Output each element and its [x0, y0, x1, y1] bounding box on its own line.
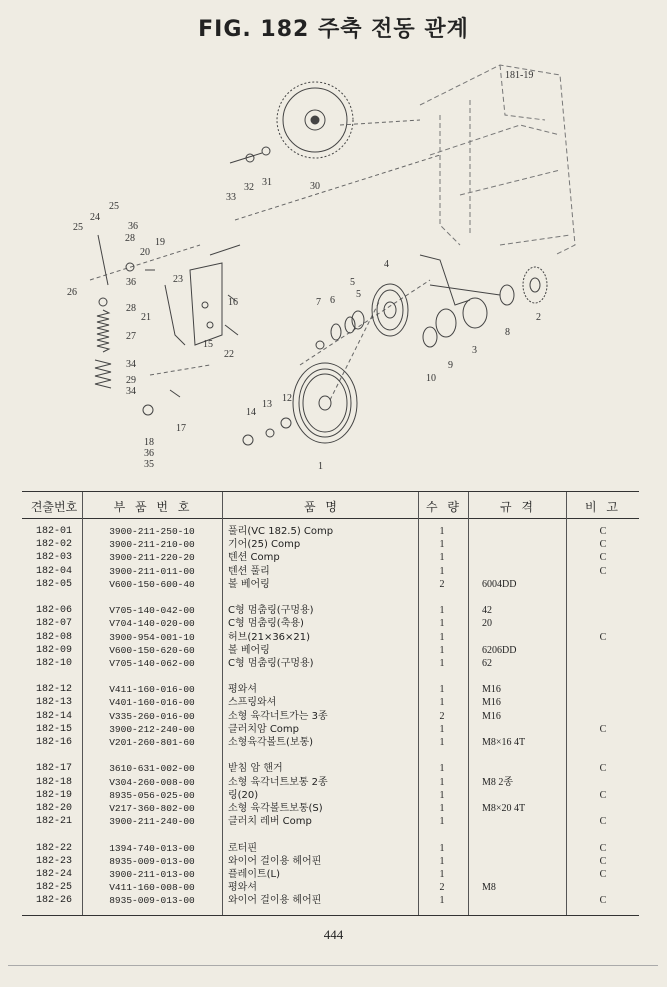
table-row — [22, 802, 639, 815]
qty-cell: 1 — [439, 789, 445, 801]
svg-text:19: 19 — [155, 237, 165, 248]
ring-10 — [423, 327, 437, 347]
svg-text:31: 31 — [262, 177, 272, 188]
svg-text:35: 35 — [144, 459, 154, 470]
table-row — [22, 604, 639, 617]
svg-text:36: 36 — [144, 448, 154, 459]
svg-text:14: 14 — [246, 407, 256, 418]
svg-text:4: 4 — [384, 259, 389, 270]
part-no-cell: 3900-211-011-00 — [109, 565, 195, 577]
item-no-cell: 182-25 — [35, 882, 72, 894]
nut-18 — [143, 405, 153, 415]
part-name-cell: 스프링와셔 — [228, 697, 277, 709]
washer-31 — [262, 147, 270, 155]
part-name-cell: 받침 암 핸거 — [228, 763, 283, 775]
qty-cell: 1 — [439, 618, 445, 630]
qty-cell: 2 — [439, 578, 445, 590]
item-no-cell: 182-24 — [35, 868, 72, 880]
part-no-cell: V217-360-802-00 — [109, 802, 195, 814]
svg-text:32: 32 — [244, 182, 254, 193]
remark-cell: C — [599, 855, 607, 867]
svg-text:5: 5 — [356, 289, 361, 300]
spec-cell: M16 — [482, 684, 501, 696]
part-name-cell: 플레이트(L) — [228, 868, 281, 880]
part-no-cell: V201-260-801-60 — [109, 737, 195, 748]
qty-cell: 1 — [439, 697, 445, 709]
qty-cell: 2 — [439, 882, 445, 894]
svg-text:33: 33 — [226, 192, 236, 203]
item-no-cell: 182-09 — [35, 644, 72, 656]
part-no-cell: 3900-211-220-20 — [109, 552, 195, 564]
svg-text:3: 3 — [472, 345, 477, 356]
remark-cell: C — [599, 868, 607, 880]
part-no-cell: V335-260-016-00 — [109, 710, 195, 722]
gear-2 — [523, 267, 547, 303]
item-no-cell: 182-08 — [35, 631, 72, 643]
qty-cell: 1 — [439, 868, 445, 880]
svg-text:30: 30 — [310, 181, 320, 192]
nut-14 — [243, 435, 253, 445]
remark-cell: C — [599, 539, 607, 551]
item-no-cell: 182-10 — [35, 657, 72, 669]
part-no-cell: 1394-740-013-00 — [109, 842, 195, 854]
table-row — [22, 894, 639, 907]
svg-text:25: 25 — [73, 222, 83, 233]
header-spec: 규 격 — [500, 500, 536, 514]
svg-text:6: 6 — [330, 295, 335, 306]
clutch-arm-15 — [190, 245, 240, 345]
part-name-cell: 소형 육각볼트보통(S) — [228, 802, 323, 814]
part-name-cell: 기어(25) Comp — [228, 539, 301, 551]
svg-text:10: 10 — [426, 373, 436, 384]
remark-cell: C — [599, 552, 607, 564]
svg-text:8: 8 — [505, 327, 510, 338]
item-no-cell: 182-16 — [35, 737, 72, 748]
qty-cell: 1 — [439, 802, 445, 814]
qty-cell: 1 — [439, 855, 445, 867]
washer-13 — [266, 429, 274, 437]
table-row — [22, 617, 639, 630]
header-qty: 수 량 — [426, 500, 462, 514]
table-row — [22, 565, 639, 578]
header-item-no: 견출번호 — [30, 500, 78, 514]
table-row — [22, 723, 639, 736]
spec-cell: 6004DD — [482, 578, 517, 590]
svg-text:25: 25 — [109, 201, 119, 212]
part-no-cell: 8935-009-013-00 — [109, 895, 195, 907]
svg-text:5: 5 — [350, 277, 355, 288]
item-no-cell: 182-04 — [35, 565, 72, 577]
spec-cell: 6206DD — [482, 644, 517, 656]
part-no-cell: 8935-009-013-00 — [109, 855, 195, 867]
svg-text:17: 17 — [176, 423, 186, 434]
table-row — [22, 842, 639, 855]
item-no-cell: 182-03 — [35, 552, 72, 564]
qty-cell: 1 — [439, 526, 445, 537]
part-name-cell: 와이어 걸이용 헤어핀 — [228, 855, 322, 867]
svg-text:24: 24 — [90, 212, 100, 223]
remark-cell: C — [599, 816, 607, 828]
qty-cell: 1 — [439, 895, 445, 907]
hub-8 — [500, 285, 514, 305]
part-no-cell: 3900-211-210-00 — [109, 539, 195, 551]
table-row — [22, 525, 639, 538]
part-name-cell: 텐션 Comp — [228, 552, 280, 564]
svg-text:34: 34 — [126, 386, 136, 397]
svg-text:15: 15 — [203, 339, 213, 350]
table-spacer-row — [22, 670, 639, 683]
table-row — [22, 815, 639, 828]
page-number: 444 — [323, 927, 344, 942]
page-title: FIG. 182 주축 전동 관계 — [198, 17, 469, 42]
part-name-cell: 볼 베어링 — [228, 578, 270, 590]
item-no-cell: 182-26 — [35, 895, 72, 907]
remark-cell: C — [599, 631, 607, 643]
spec-cell: 62 — [482, 657, 492, 669]
part-no-cell: 3900-954-001-10 — [109, 631, 195, 643]
item-no-cell: 182-14 — [35, 710, 72, 722]
qty-cell: 1 — [439, 737, 445, 748]
header-name: 품 명 — [304, 500, 340, 514]
qty-cell: 1 — [439, 644, 445, 656]
svg-text:9: 9 — [448, 360, 453, 371]
svg-text:1: 1 — [318, 461, 323, 472]
svg-text:13: 13 — [262, 399, 272, 410]
svg-text:12: 12 — [282, 393, 292, 404]
part-name-cell: 소형 육각너트보통 2종 — [228, 776, 328, 788]
part-name-cell: C형 멈춤링(구멍용) — [228, 657, 314, 669]
part-no-cell: V304-260-008-00 — [109, 776, 195, 788]
svg-text:16: 16 — [228, 297, 238, 308]
part-no-cell: 3610-631-002-00 — [109, 763, 195, 775]
spring-29 — [95, 360, 111, 388]
part-name-cell: 링(20) — [228, 789, 259, 801]
table-row — [22, 855, 639, 868]
spec-cell: 42 — [482, 605, 492, 617]
svg-text:28: 28 — [126, 303, 136, 314]
spec-cell: M8 2종 — [482, 776, 514, 788]
part-name-cell: 소형 육각너트가는 3종 — [228, 710, 328, 722]
qty-cell: 1 — [439, 565, 445, 577]
pin-22 — [225, 325, 238, 335]
qty-cell: 1 — [439, 842, 445, 854]
spec-cell: M16 — [482, 697, 501, 709]
table-spacer-row — [22, 828, 639, 841]
part-17 — [170, 390, 180, 397]
svg-text:2: 2 — [536, 312, 541, 323]
qty-cell: 1 — [439, 763, 445, 775]
part-no-cell: V600-150-600-40 — [109, 578, 195, 590]
svg-text:20: 20 — [140, 247, 150, 258]
part-name-cell: C형 멈춤링(구멍용) — [228, 605, 314, 617]
ring-6 — [331, 324, 341, 340]
part-no-cell: V411-160-016-00 — [109, 684, 195, 696]
table-row — [22, 868, 639, 881]
pulley-1 — [293, 363, 357, 443]
remark-cell: C — [599, 526, 607, 537]
table-row — [22, 631, 639, 644]
qty-cell: 1 — [439, 552, 445, 564]
part-no-cell: V705-140-062-00 — [109, 657, 195, 669]
part-name-cell: 소형육각볼트(보통) — [228, 737, 314, 748]
svg-text:36: 36 — [128, 221, 138, 232]
part-no-cell: V705-140-042-00 — [109, 605, 195, 617]
parts-table — [22, 491, 639, 916]
table-row — [22, 789, 639, 802]
table-row — [22, 578, 639, 591]
qty-cell: 1 — [439, 657, 445, 669]
washer-12 — [281, 418, 291, 428]
part-no-cell: 8935-056-025-00 — [109, 789, 195, 801]
part-no-cell: 3900-211-250-10 — [109, 526, 195, 537]
table-row — [22, 538, 639, 551]
part-no-cell: V600-150-620-60 — [109, 644, 195, 656]
item-no-cell: 182-19 — [35, 789, 72, 801]
lever-21 — [165, 285, 185, 345]
item-no-cell: 182-21 — [35, 816, 72, 828]
remark-cell: C — [599, 565, 607, 577]
item-no-cell: 182-20 — [35, 802, 72, 814]
item-no-cell: 182-12 — [35, 684, 72, 696]
item-no-cell: 182-17 — [35, 763, 72, 775]
svg-text:28: 28 — [125, 233, 135, 244]
table-row — [22, 696, 639, 709]
part-name-cell: 볼 베어링 — [228, 644, 270, 656]
table-spacer-row — [22, 591, 639, 604]
remark-cell: C — [599, 763, 607, 775]
exploded-parts-diagram — [0, 45, 667, 485]
remark-cell: C — [599, 789, 607, 801]
qty-cell: 1 — [439, 776, 445, 788]
machine-frame-outline — [420, 65, 575, 255]
table-row — [22, 776, 639, 789]
qty-cell: 2 — [439, 710, 445, 722]
tension-assembly-3 — [420, 255, 500, 328]
item-no-cell: 182-01 — [35, 526, 72, 537]
part-name-cell: 풀리(VC 182.5) Comp — [228, 526, 334, 537]
bottom-rule — [8, 965, 658, 966]
bearing-9 — [436, 309, 456, 337]
parts-table-body — [22, 525, 639, 907]
svg-text:27: 27 — [126, 331, 136, 342]
part-name-cell: 평와셔 — [228, 684, 257, 696]
table-row — [22, 644, 639, 657]
item-no-cell: 182-06 — [35, 605, 72, 617]
remark-cell: C — [599, 723, 607, 735]
part-name-cell: 로터핀 — [228, 842, 257, 854]
part-name-cell: C형 멈춤링(축용) — [228, 618, 304, 630]
part-no-cell: V704-140-020-00 — [109, 618, 195, 630]
spec-cell: M8×16 4T — [482, 737, 526, 748]
spec-cell: M16 — [482, 710, 501, 722]
header-remark: 비 고 — [585, 500, 621, 514]
gear-30 — [277, 82, 353, 158]
qty-cell: 1 — [439, 723, 445, 735]
table-row — [22, 710, 639, 723]
item-no-cell: 182-05 — [35, 578, 72, 590]
table-row — [22, 683, 639, 696]
header-part-no: 부 품 번 호 — [113, 500, 193, 514]
part-name-cell: 허브(21×36×21) — [228, 631, 311, 643]
remark-cell: C — [599, 842, 607, 854]
part-no-cell: V411-160-008-00 — [109, 882, 195, 894]
svg-text:29: 29 — [126, 375, 136, 386]
table-row — [22, 736, 639, 749]
item-no-cell: 182-18 — [35, 776, 72, 788]
pulley-4 — [372, 284, 408, 336]
qty-cell: 1 — [439, 605, 445, 617]
qty-cell: 1 — [439, 684, 445, 696]
part-name-cell: 텐션 풀리 — [228, 565, 270, 577]
spec-cell: M8 — [482, 882, 496, 894]
ring-7 — [316, 341, 324, 349]
part-no-cell: 3900-211-013-00 — [109, 868, 195, 880]
part-name-cell: 평와셔 — [228, 882, 257, 894]
table-row — [22, 657, 639, 670]
svg-text:22: 22 — [224, 349, 234, 360]
svg-text:7: 7 — [316, 297, 321, 308]
spec-cell: 20 — [482, 618, 492, 630]
svg-text:36: 36 — [126, 277, 136, 288]
svg-text:23: 23 — [173, 274, 183, 285]
item-no-cell: 182-23 — [35, 855, 72, 867]
part-name-cell: 와이어 걸이용 헤어핀 — [228, 895, 322, 907]
qty-cell: 1 — [439, 816, 445, 828]
qty-cell: 1 — [439, 539, 445, 551]
part-name-cell: 클러치암 Comp — [228, 723, 300, 735]
qty-cell: 1 — [439, 631, 445, 643]
svg-text:21: 21 — [141, 312, 151, 323]
washer-28b — [99, 298, 107, 306]
spec-cell: M8×20 4T — [482, 802, 526, 814]
part-no-cell: V401-160-016-00 — [109, 697, 195, 709]
part-name-cell: 클러치 레버 Comp — [228, 816, 312, 828]
svg-text:181-19: 181-19 — [505, 70, 534, 81]
part-no-cell: 3900-212-240-00 — [109, 723, 195, 735]
table-row — [22, 762, 639, 775]
table-row — [22, 551, 639, 564]
svg-text:26: 26 — [67, 287, 77, 298]
svg-text:18: 18 — [144, 437, 154, 448]
svg-text:34: 34 — [126, 359, 136, 370]
item-no-cell: 182-13 — [35, 697, 72, 709]
table-row — [22, 881, 639, 894]
item-no-cell: 182-15 — [35, 723, 72, 735]
parts-table-header — [22, 492, 639, 519]
item-no-cell: 182-22 — [35, 842, 72, 854]
part-no-cell: 3900-211-240-00 — [109, 816, 195, 828]
item-no-cell: 182-07 — [35, 618, 72, 630]
item-no-cell: 182-02 — [35, 539, 72, 551]
table-spacer-row — [22, 749, 639, 762]
spring-27 — [97, 310, 109, 352]
remark-cell: C — [599, 895, 607, 907]
